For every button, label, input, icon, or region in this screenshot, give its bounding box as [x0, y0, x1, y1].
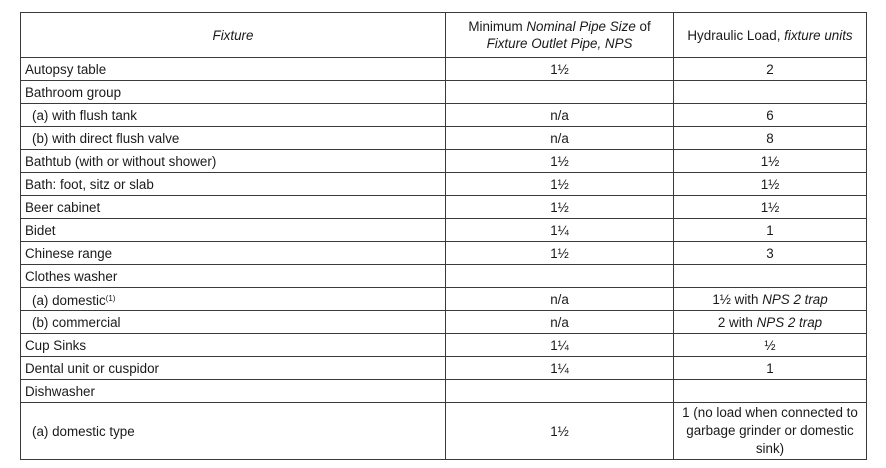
pipe-size-cell: 1¼	[446, 219, 674, 242]
table-row	[21, 104, 867, 127]
load-cell: 1	[674, 219, 867, 242]
footnote-marker: (1)	[105, 293, 116, 303]
table-row	[21, 196, 867, 219]
pipe-size-cell	[446, 380, 674, 403]
fixture-cell: Autopsy table	[21, 58, 446, 81]
pipe-size-cell	[446, 81, 674, 104]
pipe-size-cell	[446, 265, 674, 288]
fixture-cell: (b) commercial	[21, 311, 446, 334]
header-pipe-size: Minimum Nominal Pipe Size of Fixture Outlet Pipe, NPS	[446, 13, 674, 58]
header-hydraulic-load: Hydraulic Load, fixture units	[674, 13, 867, 58]
fixture-cell: Bath: foot, sitz or slab	[21, 173, 446, 196]
pipe-size-cell: 1¼	[446, 357, 674, 380]
fixture-cell: (a) with flush tank	[21, 104, 446, 127]
fixture-cell: Clothes washer	[21, 265, 446, 288]
pipe-size-cell: 1½	[446, 242, 674, 265]
fixture-cell: Bathroom group	[21, 81, 446, 104]
load-cell: 1 (no load when connected to garbage grinder or domestic sink)	[674, 403, 867, 460]
load-cell: 1	[674, 357, 867, 380]
table-row	[21, 242, 867, 265]
load-cell: 1½	[674, 173, 867, 196]
pipe-size-cell: 1½	[446, 150, 674, 173]
load-cell: ½	[674, 334, 867, 357]
table-row	[21, 219, 867, 242]
header-fixture: Fixture	[21, 13, 446, 58]
fixture-cell: Dental unit or cuspidor	[21, 357, 446, 380]
load-cell: 3	[674, 242, 867, 265]
pipe-size-cell: 1¼	[446, 334, 674, 357]
load-cell: 1½	[674, 196, 867, 219]
fixture-cell: Cup Sinks	[21, 334, 446, 357]
table-row	[21, 380, 867, 403]
fixture-cell: (b) with direct flush valve	[21, 127, 446, 150]
pipe-size-cell: 1½	[446, 196, 674, 219]
table-row	[21, 357, 867, 380]
load-cell	[674, 265, 867, 288]
table-row	[21, 58, 867, 81]
table-row	[21, 265, 867, 288]
table-row	[21, 81, 867, 104]
load-cell	[674, 81, 867, 104]
pipe-size-cell: 1½	[446, 58, 674, 81]
fixture-cell: Chinese range	[21, 242, 446, 265]
load-cell: 1½	[674, 150, 867, 173]
load-cell: 8	[674, 127, 867, 150]
table-row	[21, 127, 867, 150]
load-cell	[674, 380, 867, 403]
table-header-row	[21, 13, 867, 58]
load-cell: 6	[674, 104, 867, 127]
table-row	[21, 288, 867, 311]
fixture-cell: Bathtub (with or without shower)	[21, 150, 446, 173]
load-cell: 2 with NPS 2 trap	[674, 311, 867, 334]
table-row	[21, 403, 867, 460]
table-row	[21, 150, 867, 173]
fixture-cell: (a) domestic type	[21, 403, 446, 460]
table-row	[21, 334, 867, 357]
fixture-cell: (a) domestic$^{(1)}$	[21, 288, 446, 311]
table-row	[21, 311, 867, 334]
pipe-size-cell: n/a	[446, 288, 674, 311]
fixture-cell: Dishwasher	[21, 380, 446, 403]
fixture-cell: Bidet	[21, 219, 446, 242]
pipe-size-cell: n/a	[446, 311, 674, 334]
load-cell: 1½ with NPS 2 trap	[674, 288, 867, 311]
fixture-cell: Beer cabinet	[21, 196, 446, 219]
pipe-size-cell: 1½	[446, 173, 674, 196]
table-row	[21, 173, 867, 196]
load-cell: 2	[674, 58, 867, 81]
pipe-size-cell: n/a	[446, 127, 674, 150]
pipe-size-cell: n/a	[446, 104, 674, 127]
fixture-hydraulic-load-table	[20, 12, 867, 460]
pipe-size-cell: 1½	[446, 403, 674, 460]
